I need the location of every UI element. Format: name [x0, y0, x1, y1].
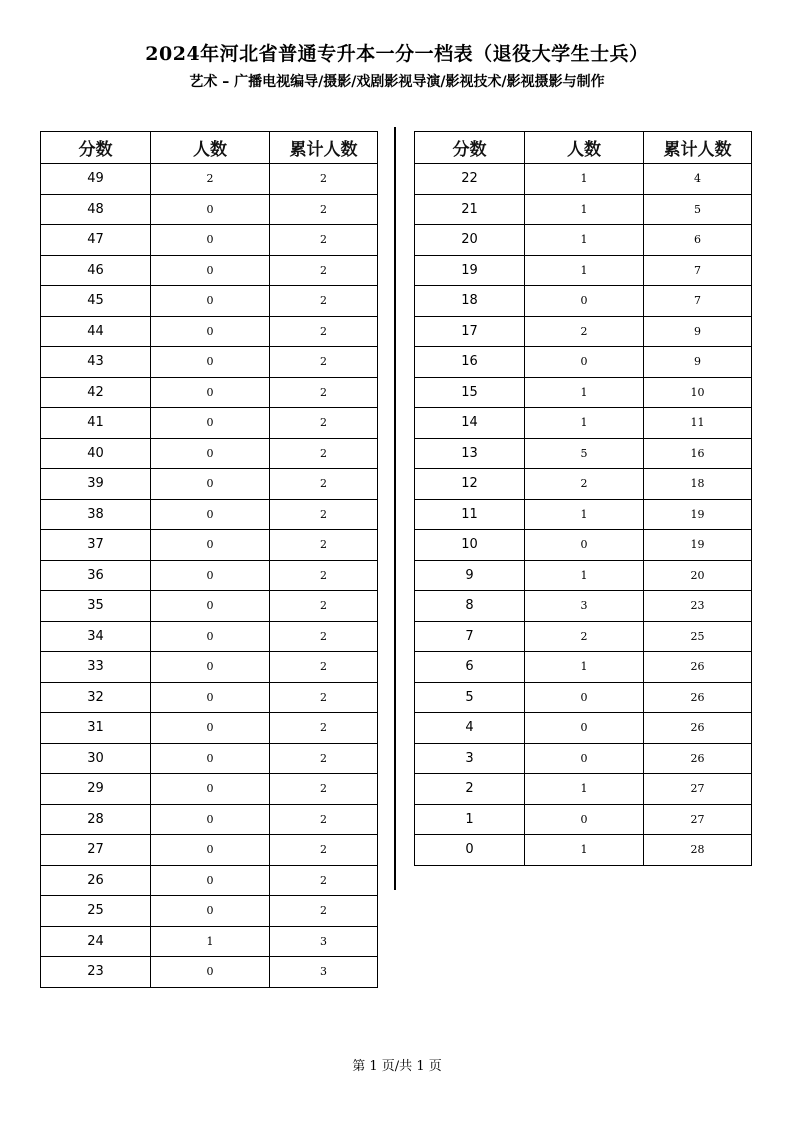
header-cumulative: 累计人数	[270, 132, 378, 164]
header-cumulative: 累计人数	[644, 132, 752, 164]
table-row	[41, 347, 378, 378]
cumulative-cell: 3	[270, 926, 378, 957]
score-cell: 21	[415, 194, 525, 225]
cumulative-cell: 20	[644, 560, 752, 591]
table-row	[41, 194, 378, 225]
cumulative-cell: 2	[270, 835, 378, 866]
score-cell: 28	[41, 804, 151, 835]
table-row	[415, 804, 752, 835]
score-cell: 31	[41, 713, 151, 744]
score-cell: 3	[415, 743, 525, 774]
table-row	[415, 408, 752, 439]
score-cell: 15	[415, 377, 525, 408]
count-cell: 0	[151, 438, 270, 469]
count-cell: 1	[525, 408, 644, 439]
count-cell: 0	[151, 377, 270, 408]
cumulative-cell: 25	[644, 621, 752, 652]
table-row	[415, 347, 752, 378]
count-cell: 0	[151, 774, 270, 805]
score-cell: 30	[41, 743, 151, 774]
count-cell: 2	[525, 621, 644, 652]
cumulative-cell: 26	[644, 743, 752, 774]
table-row	[415, 255, 752, 286]
table-row	[41, 865, 378, 896]
cumulative-cell: 16	[644, 438, 752, 469]
count-cell: 0	[151, 225, 270, 256]
count-cell: 0	[151, 499, 270, 530]
score-cell: 33	[41, 652, 151, 683]
count-cell: 0	[151, 652, 270, 683]
document-subtitle: 艺术 – 广播电视编导/摄影/戏剧影视导演/影视技术/影视摄影与制作	[189, 74, 605, 90]
cumulative-cell: 2	[270, 377, 378, 408]
score-cell: 8	[415, 591, 525, 622]
count-cell: 0	[151, 804, 270, 835]
count-cell: 0	[151, 957, 270, 988]
table-row	[41, 591, 378, 622]
score-cell: 35	[41, 591, 151, 622]
cumulative-cell: 2	[270, 743, 378, 774]
score-cell: 16	[415, 347, 525, 378]
table-row	[41, 957, 378, 988]
score-cell: 10	[415, 530, 525, 561]
cumulative-cell: 26	[644, 682, 752, 713]
cumulative-cell: 2	[270, 621, 378, 652]
table-row	[41, 835, 378, 866]
score-cell: 41	[41, 408, 151, 439]
cumulative-cell: 18	[644, 469, 752, 500]
table-row	[415, 469, 752, 500]
score-cell: 20	[415, 225, 525, 256]
cumulative-cell: 2	[270, 438, 378, 469]
header-count: 人数	[151, 132, 270, 164]
cumulative-cell: 23	[644, 591, 752, 622]
cumulative-cell: 5	[644, 194, 752, 225]
cumulative-cell: 2	[270, 347, 378, 378]
table-row	[415, 835, 752, 866]
count-cell: 0	[525, 530, 644, 561]
score-cell: 13	[415, 438, 525, 469]
cumulative-cell: 2	[270, 896, 378, 927]
count-cell: 1	[525, 255, 644, 286]
cumulative-cell: 4	[644, 164, 752, 195]
cumulative-cell: 2	[270, 316, 378, 347]
cumulative-cell: 2	[270, 713, 378, 744]
cumulative-cell: 7	[644, 286, 752, 317]
cumulative-cell: 2	[270, 225, 378, 256]
table-row	[415, 164, 752, 195]
score-cell: 40	[41, 438, 151, 469]
cumulative-cell: 2	[270, 499, 378, 530]
cumulative-cell: 9	[644, 316, 752, 347]
score-cell: 14	[415, 408, 525, 439]
score-cell: 23	[41, 957, 151, 988]
table-header-row	[415, 132, 752, 164]
score-cell: 12	[415, 469, 525, 500]
count-cell: 1	[525, 499, 644, 530]
table-row	[415, 713, 752, 744]
cumulative-cell: 2	[270, 408, 378, 439]
score-cell: 46	[41, 255, 151, 286]
cumulative-cell: 2	[270, 560, 378, 591]
count-cell: 1	[525, 377, 644, 408]
cumulative-cell: 2	[270, 194, 378, 225]
table-row	[415, 530, 752, 561]
count-cell: 0	[151, 865, 270, 896]
cumulative-cell: 2	[270, 530, 378, 561]
score-cell: 49	[41, 164, 151, 195]
table-header-row	[41, 132, 378, 164]
count-cell: 1	[525, 774, 644, 805]
cumulative-cell: 2	[270, 652, 378, 683]
count-cell: 0	[151, 316, 270, 347]
table-row	[415, 560, 752, 591]
score-cell: 19	[415, 255, 525, 286]
table-row	[415, 621, 752, 652]
table-row	[41, 896, 378, 927]
table-row	[415, 682, 752, 713]
count-cell: 0	[151, 560, 270, 591]
score-cell: 25	[41, 896, 151, 927]
table-row	[415, 774, 752, 805]
cumulative-cell: 6	[644, 225, 752, 256]
table-row	[415, 499, 752, 530]
cumulative-cell: 2	[270, 774, 378, 805]
cumulative-cell: 2	[270, 255, 378, 286]
count-cell: 2	[151, 164, 270, 195]
table-row	[41, 286, 378, 317]
count-cell: 0	[525, 743, 644, 774]
score-cell: 4	[415, 713, 525, 744]
score-cell: 5	[415, 682, 525, 713]
table-row	[41, 926, 378, 957]
cumulative-cell: 11	[644, 408, 752, 439]
count-cell: 0	[151, 408, 270, 439]
score-cell: 7	[415, 621, 525, 652]
table-row	[415, 286, 752, 317]
table-row	[41, 652, 378, 683]
column-divider	[394, 127, 396, 890]
table-row	[41, 408, 378, 439]
count-cell: 1	[525, 194, 644, 225]
count-cell: 0	[151, 591, 270, 622]
table-row	[41, 469, 378, 500]
cumulative-cell: 28	[644, 835, 752, 866]
table-row	[415, 225, 752, 256]
cumulative-cell: 26	[644, 652, 752, 683]
count-cell: 2	[525, 469, 644, 500]
table-row	[41, 804, 378, 835]
score-cell: 44	[41, 316, 151, 347]
score-cell: 37	[41, 530, 151, 561]
score-cell: 11	[415, 499, 525, 530]
cumulative-cell: 27	[644, 804, 752, 835]
count-cell: 5	[525, 438, 644, 469]
count-cell: 0	[151, 896, 270, 927]
count-cell: 0	[525, 286, 644, 317]
table-row	[415, 743, 752, 774]
table-row	[41, 499, 378, 530]
count-cell: 0	[525, 713, 644, 744]
score-cell: 9	[415, 560, 525, 591]
count-cell: 2	[525, 316, 644, 347]
score-cell: 2	[415, 774, 525, 805]
cumulative-cell: 7	[644, 255, 752, 286]
cumulative-cell: 2	[270, 682, 378, 713]
cumulative-cell: 2	[270, 865, 378, 896]
score-cell: 39	[41, 469, 151, 500]
table-row	[41, 255, 378, 286]
document-title: 2024年河北省普通专升本一分一档表（退役大学生士兵）	[145, 43, 649, 65]
count-cell: 0	[525, 347, 644, 378]
score-cell: 36	[41, 560, 151, 591]
count-cell: 0	[151, 286, 270, 317]
table-row	[415, 591, 752, 622]
score-cell: 0	[415, 835, 525, 866]
count-cell: 0	[151, 713, 270, 744]
score-table-left	[40, 131, 378, 988]
table-row	[415, 194, 752, 225]
cumulative-cell: 27	[644, 774, 752, 805]
header-count: 人数	[525, 132, 644, 164]
cumulative-cell: 10	[644, 377, 752, 408]
table-row	[41, 316, 378, 347]
table-row	[415, 316, 752, 347]
count-cell: 0	[151, 835, 270, 866]
score-cell: 43	[41, 347, 151, 378]
table-row	[41, 530, 378, 561]
score-cell: 26	[41, 865, 151, 896]
count-cell: 1	[525, 225, 644, 256]
count-cell: 0	[151, 469, 270, 500]
count-cell: 0	[151, 682, 270, 713]
score-cell: 38	[41, 499, 151, 530]
score-table-right	[414, 131, 752, 866]
count-cell: 0	[151, 194, 270, 225]
table-row	[41, 438, 378, 469]
table-row	[41, 713, 378, 744]
header-score: 分数	[41, 132, 151, 164]
cumulative-cell: 2	[270, 469, 378, 500]
count-cell: 0	[525, 682, 644, 713]
score-cell: 17	[415, 316, 525, 347]
count-cell: 1	[525, 560, 644, 591]
score-cell: 45	[41, 286, 151, 317]
count-cell: 0	[151, 347, 270, 378]
score-cell: 6	[415, 652, 525, 683]
table-row	[415, 438, 752, 469]
count-cell: 1	[525, 835, 644, 866]
cumulative-cell: 2	[270, 804, 378, 835]
table-row	[41, 774, 378, 805]
header-score: 分数	[415, 132, 525, 164]
count-cell: 0	[151, 530, 270, 561]
table-row	[41, 621, 378, 652]
score-cell: 47	[41, 225, 151, 256]
cumulative-cell: 3	[270, 957, 378, 988]
score-cell: 24	[41, 926, 151, 957]
table-row	[41, 682, 378, 713]
table-row	[41, 560, 378, 591]
table-row	[41, 377, 378, 408]
count-cell: 1	[151, 926, 270, 957]
count-cell: 0	[151, 255, 270, 286]
count-cell: 0	[151, 621, 270, 652]
cumulative-cell: 26	[644, 713, 752, 744]
count-cell: 0	[151, 743, 270, 774]
table-row	[415, 377, 752, 408]
cumulative-cell: 9	[644, 347, 752, 378]
score-cell: 34	[41, 621, 151, 652]
cumulative-cell: 2	[270, 591, 378, 622]
score-cell: 32	[41, 682, 151, 713]
count-cell: 0	[525, 804, 644, 835]
score-cell: 22	[415, 164, 525, 195]
table-row	[41, 743, 378, 774]
score-cell: 27	[41, 835, 151, 866]
cumulative-cell: 2	[270, 286, 378, 317]
count-cell: 3	[525, 591, 644, 622]
score-cell: 29	[41, 774, 151, 805]
count-cell: 1	[525, 164, 644, 195]
table-row	[41, 225, 378, 256]
table-row	[415, 652, 752, 683]
cumulative-cell: 2	[270, 164, 378, 195]
cumulative-cell: 19	[644, 499, 752, 530]
score-cell: 48	[41, 194, 151, 225]
cumulative-cell: 19	[644, 530, 752, 561]
score-cell: 18	[415, 286, 525, 317]
count-cell: 1	[525, 652, 644, 683]
score-cell: 42	[41, 377, 151, 408]
score-cell: 1	[415, 804, 525, 835]
table-row	[41, 164, 378, 195]
page-footer: 第 1 页/共 1 页	[352, 1059, 442, 1074]
